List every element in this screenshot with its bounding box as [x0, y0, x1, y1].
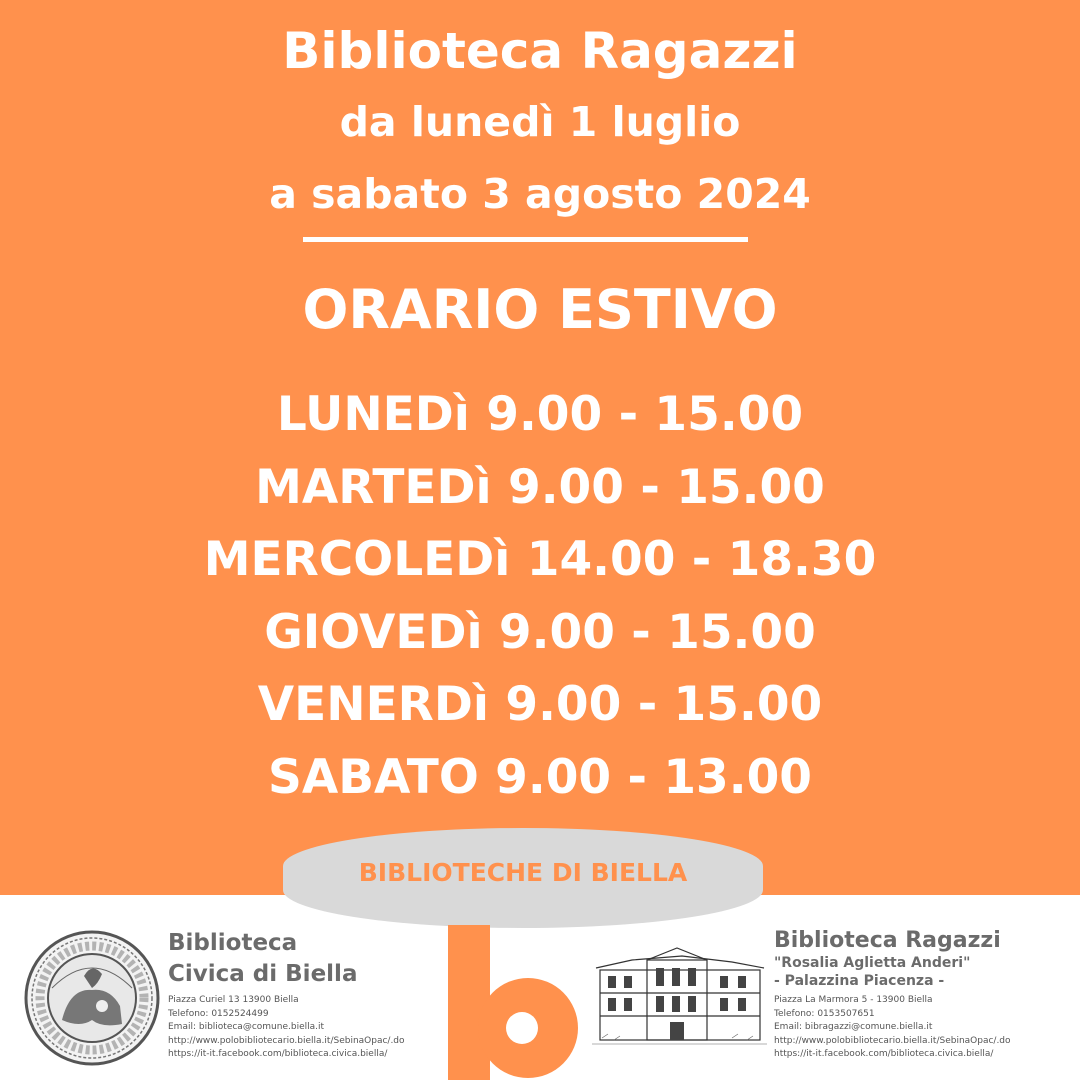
civica-email[interactable]: Email: biblioteca@comune.biella.it — [168, 1022, 325, 1032]
civica-address: Piazza Curiel 13 13900 Biella — [168, 995, 299, 1005]
section-title: ORARIO ESTIVO — [302, 278, 778, 341]
ragazzi-name-line-2: "Rosalia Aglietta Anderi" — [774, 955, 971, 971]
ragazzi-phone: Telefono: 0153507651 — [774, 1008, 875, 1019]
library-building-sketch-icon — [592, 938, 767, 1048]
civica-facebook-link[interactable]: https://it-it.facebook.com/biblioteca.civica.biella/ — [168, 1049, 388, 1059]
ragazzi-name-line-3: - Palazzina Piacenza - — [774, 973, 945, 989]
hours-row-tuesday: MARTEDì 9.00 - 15.00 — [255, 459, 825, 515]
hours-row-wednesday: MERCOLEDì 14.00 - 18.30 — [203, 532, 877, 587]
ragazzi-opac-link[interactable]: http://www.polobibliotecario.biella.it/SebinaOpac/.do — [774, 1035, 1011, 1046]
hours-list — [0, 383, 1080, 818]
city-seal-icon — [22, 928, 162, 1068]
civica-name-line-1: Biblioteca — [168, 930, 298, 956]
hours-row-friday: VENERDì 9.00 - 15.00 — [257, 677, 823, 732]
hours-row-thursday: GIOVEDì 9.00 - 15.00 — [264, 604, 816, 660]
civica-opac-link[interactable]: http://www.polobibliotecario.biella.it/SebinaOpac/.do — [168, 1035, 405, 1046]
ragazzi-address: Piazza La Marmora 5 - 13900 Biella — [774, 995, 933, 1005]
ragazzi-facebook-link[interactable]: https://it-it.facebook.com/biblioteca.civica.biella/ — [774, 1049, 994, 1059]
ragazzi-email[interactable]: Email: bibragazzi@comune.biella.it — [774, 1022, 933, 1032]
civica-name-line-2: Civica di Biella — [168, 961, 358, 987]
date-line-1: da lunedì 1 luglio — [339, 98, 741, 146]
ragazzi-name-line-1: Biblioteca Ragazzi — [774, 928, 1001, 953]
hours-row-monday: LUNEDì 9.00 - 15.00 — [276, 387, 804, 442]
divider — [303, 237, 748, 242]
civica-phone: Telefono: 0152524499 — [168, 1008, 269, 1019]
hours-row-saturday: SABATO 9.00 - 13.00 — [267, 749, 812, 805]
letter-b-logo-icon — [448, 925, 578, 1080]
page-title: Biblioteca Ragazzi — [282, 22, 798, 80]
civica-contact — [168, 994, 405, 1062]
date-line-2: a sabato 3 agosto 2024 — [269, 170, 811, 218]
banner-label: BIBLIOTECHE DI BIELLA — [358, 858, 688, 887]
ragazzi-contact — [774, 994, 1011, 1062]
